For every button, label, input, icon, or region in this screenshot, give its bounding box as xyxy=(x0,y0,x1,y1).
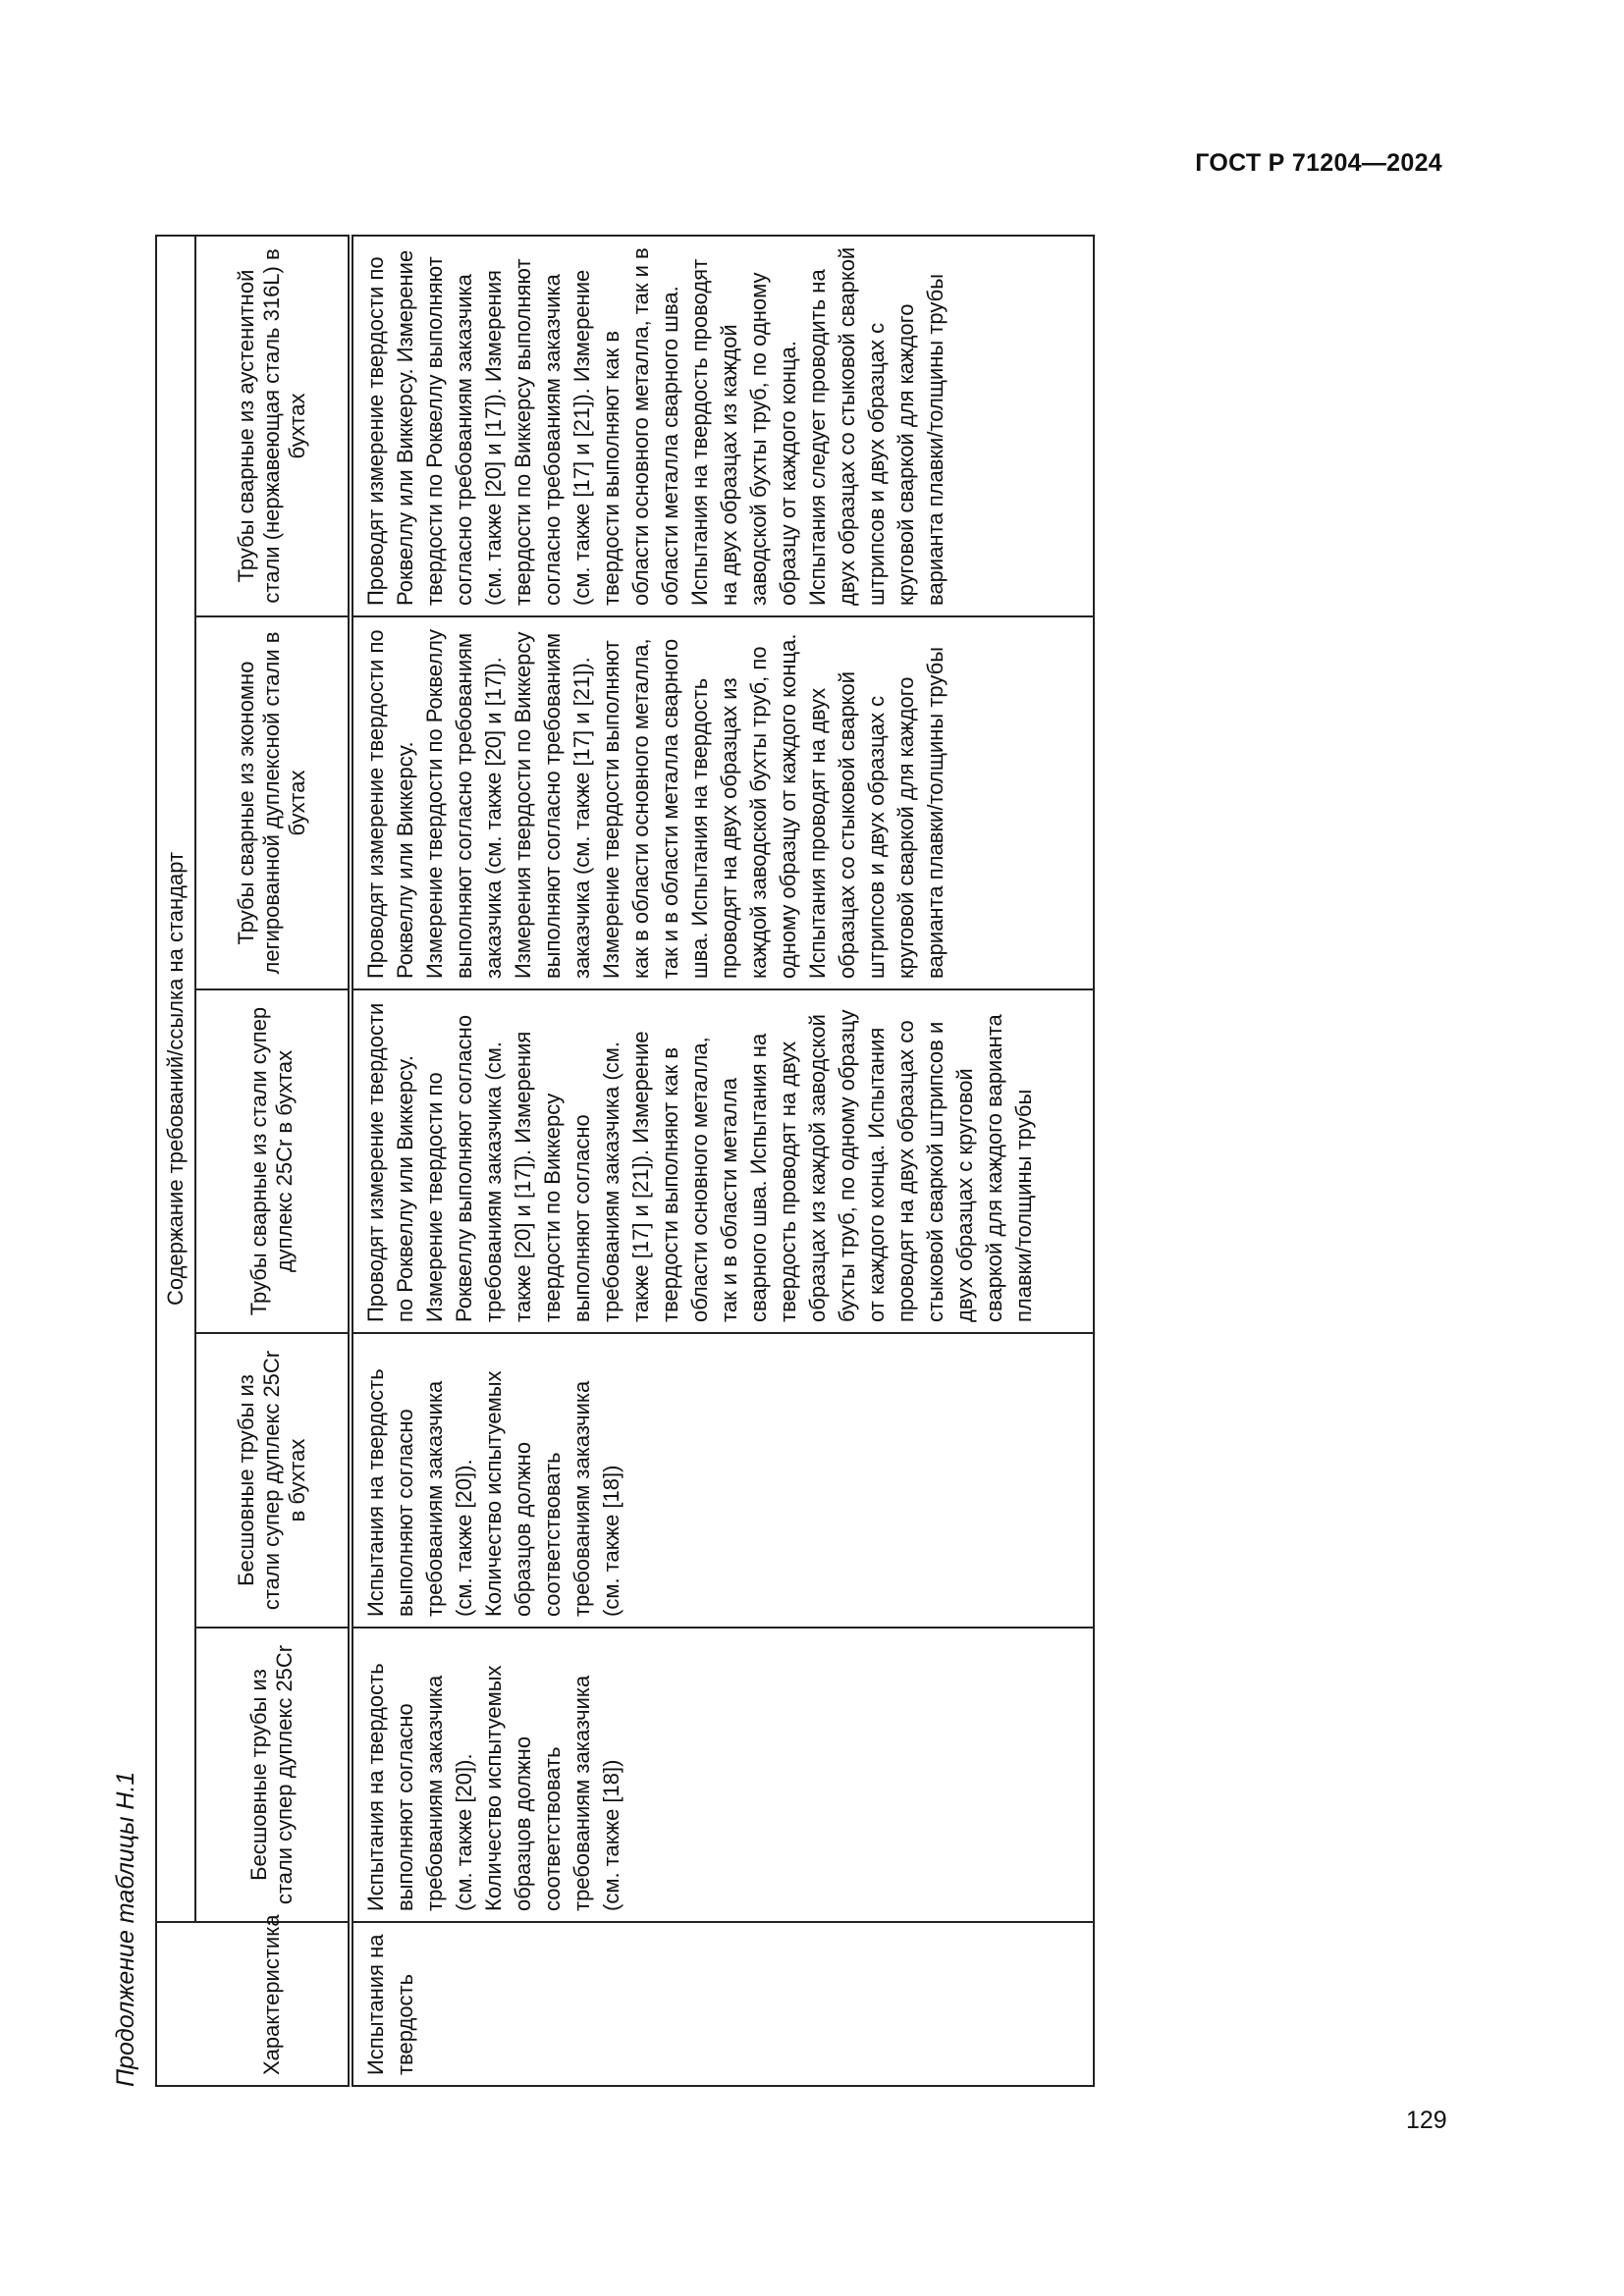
column-header-characteristic: Характеристика xyxy=(195,1922,351,2086)
cell-welded-25cr-coils: Проводят измерение твердости по Роквеллу или Виккерсу. Измерение твердости по Роквеллу выполняют согласно требованиям заказчика (см. также [20] и [17]). Измерения твердости по Виккерсу выполняют согласно требованиям заказчика (см. также [17] и [21]). Измерение твердости выполняют как в области основного металла, так и в области металла сварного шва. Испытания на твердость проводят на двух образцах из каждой заводской бухты труб, по одному образцу от каждого конца. Испытания проводят на двух образцах со стыковой сваркой штрипсов и двух образцах с круговой сваркой для каждого варианта плавки/толщины трубы xyxy=(351,989,1094,1333)
standard-code: ГОСТ Р 71204—2024 xyxy=(1195,149,1442,177)
table-caption: Продолжение таблицы Н.1 xyxy=(112,1771,139,2087)
cell-welded-316l-coils: Проводят измерение твердости по Роквеллу или Виккерсу. Измерение твердости по Роквеллу выполняют согласно требованиям заказчика (см. также [20] и [17]). Измерения твердости по Виккерсу выполняют согласно требованиям заказчика (см. также [17] и [21]). Измерение твердости выполняют как в области основного металла, так и в области металла сварного шва. Испытания на твердость проводят на двух образцах из каждой заводской бухты труб, по одному образцу от каждого конца. Испытания следует проводить на двух образцах со стыковой сваркой штрипсов и двух образцах с круговой сваркой для каждого варианта плавки/толщины трубы xyxy=(351,236,1094,616)
requirements-table xyxy=(155,235,1095,2087)
cell-welded-lean-duplex-coils: Проводят измерение твердости по Роквеллу или Виккерсу. Измерение твердости по Роквеллу выполняют согласно требованиям заказчика (см. также [20] и [17]). Измерения твердости по Виккерсу выполняют согласно требованиям заказчика (см. также [17] и [21]). Измерение твердости выполняют как в области основного металла, так и в области металла сварного шва. Испытания на твердость проводят на двух образцах из каждой заводской бухты труб, по одному образцу от каждого конца. Испытания проводят на двух образцах со стыковой сваркой штрипсов и двух образцах с круговой сваркой для каждого варианта плавки/толщины трубы xyxy=(351,616,1094,989)
column-header-seamless-25cr-coils: Бесшовные трубы из стали супер дуплекс 25Cr в бухтах xyxy=(195,1333,351,1628)
column-header-welded-25cr-coils: Трубы сварные из стали супер дуплекс 25Cr в бухтах xyxy=(195,989,351,1333)
group-header: Содержание требований/ссылка на стандарт xyxy=(156,236,195,1922)
column-header-welded-316l-coils: Трубы сварные из аустенитной стали (нержавеющая сталь 316L) в бухтах xyxy=(195,236,351,616)
cell-characteristic: Испытания на твердость xyxy=(351,1922,1094,2086)
column-header-welded-lean-duplex-coils: Трубы сварные из экономно легированной дуплексной стали в бухтах xyxy=(195,616,351,989)
column-header-seamless-25cr: Бесшовные трубы из стали супер дуплекс 25Cr xyxy=(195,1628,351,1922)
page-number: 129 xyxy=(1406,2107,1447,2134)
table-header-row xyxy=(195,236,351,2086)
cell-seamless-25cr-coils: Испытания на твердость выполняют согласно требованиям заказчика (см. также [20]). Количество испытуемых образцов должно соответствовать требованиям заказчика (см. также [18]) xyxy=(351,1333,1094,1628)
header-corner-cell xyxy=(156,1922,195,2086)
table-group-header-row xyxy=(156,236,195,2086)
table-row xyxy=(351,236,1094,2086)
cell-seamless-25cr: Испытания на твердость выполняют согласно требованиям заказчика (см. также [20]). Количество испытуемых образцов должно соответствовать требованиям заказчика (см. также [18]) xyxy=(351,1628,1094,1922)
rotated-table-block xyxy=(106,237,1093,2087)
